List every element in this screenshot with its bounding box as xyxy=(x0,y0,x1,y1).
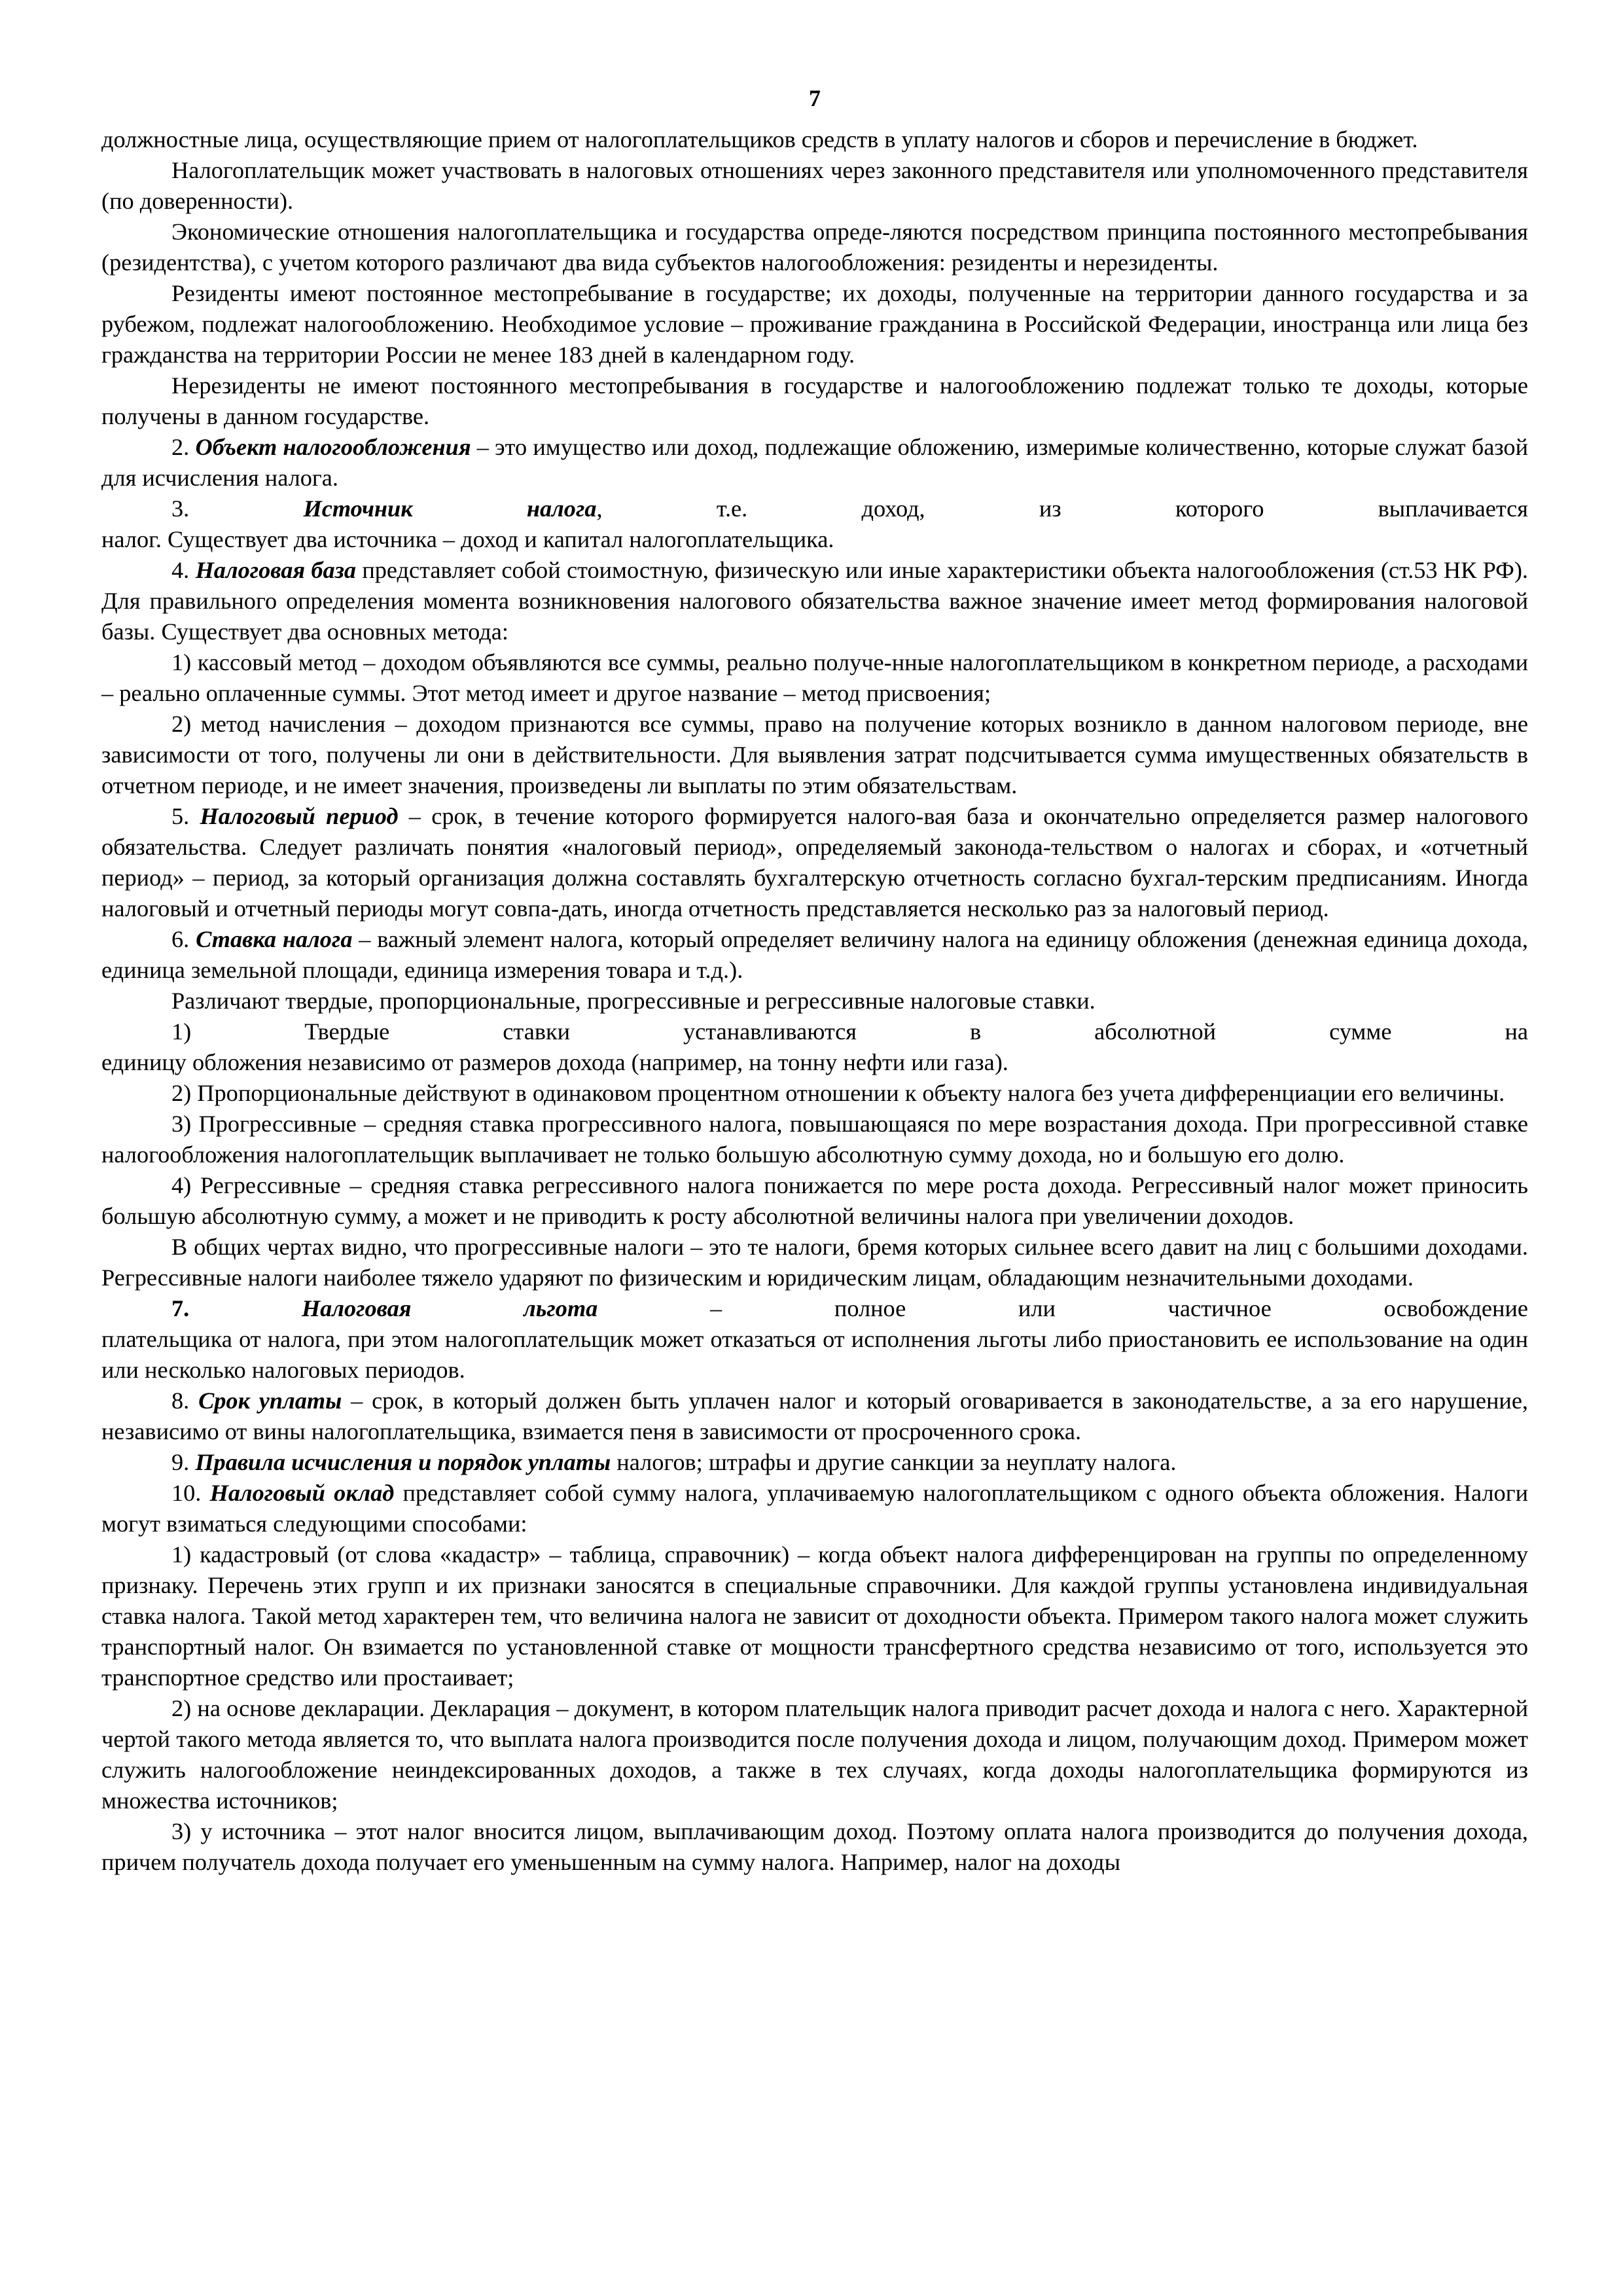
paragraph-calculation-rules xyxy=(101,1447,1528,1478)
paragraph-fixed-rates-line2: единицу обложения независимо от размеров дохода (например, на тонну нефти или газа). xyxy=(101,1049,1008,1075)
paragraph-representative: Налогоплательщик может участвовать в налоговых отношениях через законного представителя или уполномоченного представителя (по доверенности). xyxy=(101,157,1528,214)
item-number: 2. xyxy=(171,434,190,460)
paragraph-tax-benefit-line1 xyxy=(101,1293,1528,1324)
paragraph-text: представляет собой сумму налога, уплачиваемую налогоплательщиком с одного объекта обложения. Налоги могут взиматься следующими способами: xyxy=(101,1480,1529,1537)
item-number: 4. xyxy=(171,557,190,583)
paragraph-tax-burden: В общих чертах видно, что прогрессивные налоги – это те налоги, бремя которых сильнее всего давит на лиц с большими доходами. Регрессивные налоги наиболее тяжело ударяют по физическим и юридическим лицам, обладающим незначительными доходами. xyxy=(101,1234,1528,1291)
paragraph-tax-period xyxy=(101,801,1528,924)
paragraph-text: – важный элемент налога, который определяет величину налога на единицу обложения (денежная единица дохода, единица земельной площади, единица измерения товара и т.д.). xyxy=(101,926,1528,983)
paragraph-tax-base xyxy=(101,555,1528,647)
paragraph-tax-benefit-line2: плательщика от налога, при этом налогоплательщик может отказаться от исполнения льготы либо приостановить ее использование на один или несколько налоговых периодов. xyxy=(101,1326,1528,1383)
paragraph-fixed-rates-line1: 1) Твердые ставки устанавливаются в абсолютной сумме на xyxy=(171,1018,1528,1045)
term-payment-term: Срок уплаты xyxy=(198,1388,342,1414)
paragraph-proportional-rates: 2) Пропорциональные действуют в одинаковом процентном отношении к объекту налога без учета дифференциации его величины. xyxy=(171,1080,1505,1106)
paragraph-tax-rate xyxy=(101,924,1528,986)
term-tax-source: Источник налога xyxy=(303,495,597,522)
document-body xyxy=(101,124,1528,1878)
item-number: 5. xyxy=(171,803,190,829)
paragraph-cadastral-method: 1) кадастровый (от слова «кадастр» – таблица, справочник) – когда объект налога дифференцирован на группы по определенному признаку. Перечень этих групп и их признаки заносятся в специальные справочники. Для каждой группы установлена индивидуальная ставка налога. Такой метод характерен тем, что величина налога не зависит от доходности объекта. Примером такого налога может служить транспортный налог. Он взимается по установленной ставке от мощности трансфертного средства независимо от того, используется это транспортное средство или простаивает; xyxy=(101,1541,1528,1691)
paragraph-tax-source-line1 xyxy=(101,493,1528,524)
term-tax-object: Объект налогообложения xyxy=(195,434,471,460)
term-tax-salary: Налоговый оклад xyxy=(209,1480,395,1506)
paragraph-text: – срок, в который должен быть уплачен налог и который оговаривается в законодательстве, а за его нарушение, независимо от вины налогоплательщика, взимается пеня в зависимости от просроченного срока. xyxy=(101,1388,1529,1444)
paragraph-officials: должностные лица, осуществляющие прием от налогоплательщиков средств в уплату налогов и сборов и перечисление в бюджет. xyxy=(101,126,1418,152)
paragraph-source-method: 3) у источника – этот налог вносится лицом, выплачивающим доход. Поэтому оплата налога производится до получения дохода, причем получатель дохода получает его уменьшенным на сумму налога. Например, налог на доходы xyxy=(101,1818,1528,1875)
paragraph-rate-types: Различают твердые, пропорциональные, прогрессивные и регрессивные налоговые ставки. xyxy=(171,988,1096,1014)
paragraph-tax-object xyxy=(101,432,1528,493)
paragraph-text: – срок, в течение которого формируется налого-вая база и окончательно определяется размер налогового обязательства. Следует различать понятия «налоговый период», определяемый законода-тельством о налогах и сборах, и «отчетный период» – период, за который организация должна составлять бухгалтерскую отчетность согласно бухгал-терским предписаниям. Иногда налоговый и отчетный периоды могут совпа-дать, иногда отчетность представляется несколько раз за налоговый период. xyxy=(101,803,1528,922)
paragraph-text: – полное или частичное освобождение xyxy=(597,1295,1528,1321)
paragraph-text: налогов; штрафы и другие санкции за неуплату налога. xyxy=(611,1449,1177,1475)
paragraph-text: представляет собой стоимостную, физическую или иные характеристики объекта налогообложения (ст.53 НК РФ). Для правильного определения момента возникновения налогового обязательства важное значение имеет метод формирования налоговой базы. Существует два основных метода: xyxy=(101,557,1529,645)
term-tax-benefit: Налоговая льгота xyxy=(301,1295,598,1321)
paragraph-text: , т.е. доход, из которого выплачивается xyxy=(596,495,1528,522)
paragraph-residents: Резиденты имеют постоянное местопребывание в государстве; их доходы, полученные на территории данного государства и за рубежом, подлежат налогообложению. Необходимое условие – проживание гражданина в Российской Федерации, иностранца или лица без гражданства на территории России не менее 183 дней в календарном году. xyxy=(101,280,1528,368)
paragraph-accrual-method: 2) метод начисления – доходом признаются все суммы, право на получение которых возникло в данном налоговом периоде, вне зависимости от того, получены ли они в действительности. Для выявления затрат подсчитывается сумма имущественных обязательств в отчетном периоде, и не имеет значения, произведены ли выплаты по этим обязательствам. xyxy=(101,711,1528,798)
term-tax-rate: Ставка налога xyxy=(196,926,353,952)
item-number: 7. xyxy=(171,1295,190,1321)
term-tax-period: Налоговый период xyxy=(200,803,399,829)
item-number: 8. xyxy=(171,1388,190,1414)
paragraph-residency-principle: Экономические отношения налогоплательщика и государства опреде-ляются посредством принципа постоянного местопребывания (резидентства), с учетом которого различают два вида субъектов налогообложения: резиденты и нерезиденты. xyxy=(101,219,1528,276)
paragraph-payment-term xyxy=(101,1386,1528,1447)
paragraph-progressive-rates: 3) Прогрессивные – средняя ставка прогрессивного налога, повышающаяся по мере возрастания дохода. При прогрессивной ставке налогообложения налогоплательщик выплачивает не только большую абсолютную сумму дохода, но и большую его долю. xyxy=(101,1111,1528,1168)
paragraph-tax-source-line2: налог. Существует два источника – доход и капитал налогоплательщика. xyxy=(101,526,834,552)
paragraph-tax-salary xyxy=(101,1478,1528,1539)
paragraph-regressive-rates: 4) Регрессивные – средняя ставка регрессивного налога понижается по мере роста дохода. Регрессивный налог может приносить большую абсолютную сумму, а может и не приводить к росту абсолютной величины налога при увеличении доходов. xyxy=(101,1172,1528,1229)
item-number: 3. xyxy=(171,495,190,522)
paragraph-declaration-method: 2) на основе декларации. Декларация – документ, в котором плательщик налога приводит расчет дохода и налога с него. Характерной чертой такого метода является то, что выплата налога производится после получения дохода и лицом, получающим доход. Примером может служить налогообложение неиндексированных доходов, а также в тех случаях, когда доходы налогоплательщика формируются из множества источников; xyxy=(101,1695,1528,1814)
page-number: 7 xyxy=(809,85,821,111)
paragraph-cash-method: 1) кассовый метод – доходом объявляются все суммы, реально получе-нные налогоплательщиком в конкретном периоде, а расходами – реально оплаченные суммы. Этот метод имеет и другое название – метод присвоения; xyxy=(101,649,1528,706)
paragraph-nonresidents: Нерезиденты не имеют постоянного местопребывания в государстве и налогообложению подлежат только те доходы, которые получены в данном государстве. xyxy=(101,372,1528,429)
item-number: 6. xyxy=(171,926,190,952)
item-number: 10. xyxy=(171,1480,202,1506)
term-calculation-rules: Правила исчисления и порядок уплаты xyxy=(195,1449,611,1475)
item-number: 9. xyxy=(171,1449,190,1475)
paragraph-text: – это имущество или доход, подлежащие обложению, измеримые количественно, которые служат базой для исчисления налога. xyxy=(101,434,1529,491)
term-tax-base: Налоговая база xyxy=(195,557,357,583)
